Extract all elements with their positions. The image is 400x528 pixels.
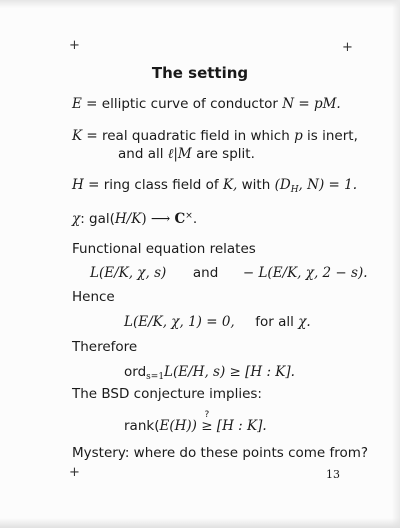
bsd-text: The BSD conjecture implies: bbox=[72, 386, 262, 402]
k-def-text1: real quadratic field in which bbox=[102, 128, 290, 144]
functional-equation-text: Functional equation relates bbox=[72, 241, 256, 257]
k-def-prefix: K = bbox=[72, 128, 98, 144]
e-def-prefix: E = bbox=[72, 96, 98, 112]
rank-line bbox=[124, 410, 267, 434]
hence-text: Hence bbox=[72, 289, 115, 305]
k-def-p: p bbox=[294, 128, 303, 144]
l-zero: L(E/K, χ, 1) = 0, bbox=[124, 314, 235, 330]
h-def-eq2: , N) = 1. bbox=[298, 177, 357, 193]
rank-geq: ≥ bbox=[201, 418, 213, 434]
order-line bbox=[124, 364, 295, 385]
chi-sup: × bbox=[185, 211, 193, 221]
l-function-1: L(E/K, χ, s) bbox=[90, 265, 167, 281]
chi-symbol: χ bbox=[72, 211, 81, 227]
h-def-with: with bbox=[241, 177, 271, 193]
chi-definition bbox=[72, 208, 197, 227]
vanishing-line bbox=[124, 314, 311, 330]
scan-shadow-bottom bbox=[0, 518, 400, 528]
k-def-lm: ℓ|M bbox=[167, 146, 192, 162]
e-def-text: elliptic curve of conductor bbox=[101, 96, 278, 112]
h-def-prefix: H = bbox=[72, 177, 100, 193]
page-title: The setting bbox=[151, 64, 249, 82]
rank-e: E(H)) bbox=[159, 418, 202, 434]
h-def-text: ring class field of bbox=[103, 177, 219, 193]
and-text: and bbox=[192, 265, 219, 281]
l-function-2: − L(E/K, χ, 2 − s). bbox=[242, 265, 368, 281]
registration-mark-top-left: + bbox=[69, 38, 80, 53]
rank-text: rank( bbox=[124, 418, 160, 434]
question-mark: ? bbox=[204, 410, 210, 420]
scan-shadow-top bbox=[0, 0, 400, 8]
e-definition bbox=[72, 96, 341, 112]
e-def-eq: N = pM. bbox=[282, 96, 341, 112]
for-all-chi: χ. bbox=[298, 314, 311, 330]
h-def-sub: H bbox=[290, 185, 299, 195]
for-all-text: for all bbox=[255, 314, 294, 330]
k-definition bbox=[72, 128, 358, 144]
chi-gal: : gal( bbox=[80, 211, 115, 227]
h-def-eq: (D bbox=[274, 177, 291, 193]
ord-text: ord bbox=[124, 364, 147, 380]
k-def-text4: are split. bbox=[196, 146, 255, 162]
k-definition-line2 bbox=[118, 146, 255, 162]
functional-equation-line bbox=[90, 265, 368, 281]
registration-mark-top-right: + bbox=[342, 40, 353, 55]
ord-rest: L(E/H, s) ≥ [H : K]. bbox=[164, 364, 295, 380]
mystery-text: Mystery: where do these points come from? bbox=[72, 445, 369, 461]
k-def-text3: and all bbox=[118, 146, 164, 162]
ord-sub: s=1 bbox=[146, 372, 165, 382]
therefore-text: Therefore bbox=[72, 339, 138, 355]
chi-hk: H/K bbox=[114, 211, 142, 227]
chi-map: ) ⟶ bbox=[141, 211, 175, 227]
k-def-text2: is inert, bbox=[307, 128, 358, 144]
registration-mark-bottom-left: + bbox=[69, 465, 80, 480]
chi-end: . bbox=[192, 211, 198, 227]
rank-end: [H : K]. bbox=[212, 418, 267, 434]
h-def-k: K, bbox=[222, 177, 238, 193]
h-definition bbox=[72, 177, 357, 198]
chi-c: C bbox=[174, 211, 186, 227]
page-number: 13 bbox=[326, 468, 340, 481]
